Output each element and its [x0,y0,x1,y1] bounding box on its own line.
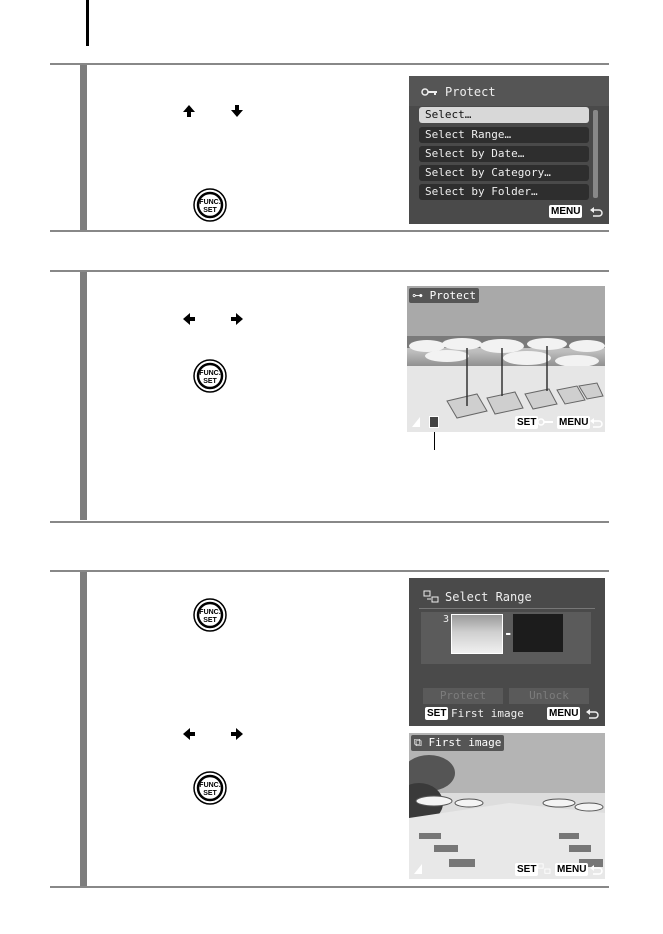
right-arrow-icon [230,312,244,326]
protect-status-icon [429,416,439,428]
first-image-title: First image [428,736,502,749]
start-image-number: 3 [443,614,450,625]
protect-key-icon: ⊶ [412,289,430,302]
section-1-top-rule [50,63,609,65]
callout-leader-line [434,432,435,450]
svg-text:FUNC.: FUNC. [199,199,221,206]
select-range-icon [537,863,551,875]
start-image-thumbnail[interactable] [451,614,503,654]
page-margin-marker [86,0,89,46]
section-3-top-rule [50,570,609,572]
menu-button: MENU [557,864,587,875]
return-arrow-icon [589,206,603,218]
battery-icon [413,863,425,875]
protect-button[interactable]: Protect [423,688,503,704]
func-set-button-icon [193,598,227,632]
menu-button: MENU [559,417,589,428]
section-1-bottom-rule [50,230,609,232]
return-arrow-icon [585,708,599,720]
protect-image-screen [407,286,605,432]
set-button: SET [427,708,447,719]
menu-button: MENU [549,708,579,719]
protect-key-icon [421,88,437,96]
return-arrow-icon [589,864,603,876]
protect-menu-screen [409,76,609,224]
svg-text:SET: SET [203,790,217,797]
unlock-button[interactable]: Unlock [509,688,589,704]
menu-item-select-by-folder[interactable]: Select by Folder… [419,184,589,200]
title-divider [419,608,595,609]
protect-title-text: Protect [429,289,476,302]
set-button: SET [517,864,537,875]
beach-photo [407,286,605,432]
svg-text:FUNC.: FUNC. [199,782,221,789]
battery-icon [411,416,423,428]
left-arrow-icon [182,312,196,326]
right-arrow-icon [230,727,244,741]
svg-text:FUNC.: FUNC. [199,370,221,377]
section-2-top-rule [50,270,609,272]
range-dash: - [504,626,513,642]
beach-photo [409,733,605,879]
down-arrow-icon [230,104,244,118]
menu-scrollbar[interactable] [593,110,598,198]
select-range-screen [409,578,605,726]
first-image-screen [409,733,605,879]
screen-title [409,288,479,303]
menu-title-bar [409,76,609,106]
func-set-button-icon [193,188,227,222]
select-range-icon [423,590,439,604]
range-title: Select Range [445,590,532,604]
section-2-bar [80,272,87,520]
first-image-hint: First image [451,707,524,720]
menu-item-select[interactable]: Select… [419,107,589,123]
section-3-bottom-rule [50,886,609,888]
section-1-bar [80,65,87,230]
svg-text:SET: SET [203,207,217,214]
select-range-icon: ⧉ [414,736,429,749]
svg-text:FUNC.: FUNC. [199,609,221,616]
menu-item-select-by-date[interactable]: Select by Date… [419,146,589,162]
return-arrow-icon [589,417,603,429]
svg-text:SET: SET [203,617,217,624]
protect-key-icon [537,418,553,426]
func-set-button-icon [193,771,227,805]
menu-title: Protect [445,85,496,99]
menu-item-select-by-category[interactable]: Select by Category… [419,165,589,181]
set-button: SET [517,417,537,428]
menu-button: MENU [551,206,581,217]
func-set-button-icon [193,359,227,393]
screen-title [411,735,504,751]
range-thumbnail-area [421,612,591,664]
up-arrow-icon [182,104,196,118]
menu-item-select-range[interactable]: Select Range… [419,127,589,143]
end-image-thumbnail[interactable] [513,614,563,652]
section-3-bar [80,572,87,886]
section-2-bottom-rule [50,521,609,523]
left-arrow-icon [182,727,196,741]
svg-text:SET: SET [203,378,217,385]
